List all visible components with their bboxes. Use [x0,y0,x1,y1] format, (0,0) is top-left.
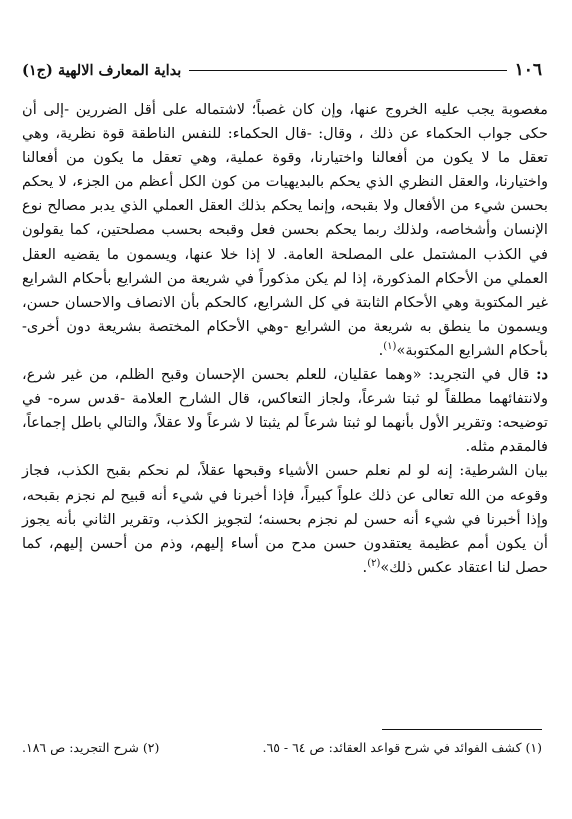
main-text [22,98,548,580]
page-header [22,58,542,82]
paragraph-2 [22,363,548,459]
paragraph-text: بيان الشرطية: إنه لو لم نعلم حسن الأشياء وقبحها عقلاً، لم نحكم بقبح الكذب، فجاز وقوعه من الله تعالى عن ذلك علواً كبيراً، فإذا أخبرنا في شيء أنه قبيح لم نجزم بقبحه، وإذا أخبرنا في شيء أنه حسن لم نجزم بحسنه؛ لتجويز الكذب، وتقرير الثاني بأنه يجوز أن يكون أمم عظيمة يعتقدون حسن مدح من أساء إليهم، وذم من أحسن إليهم، كما حصل لنا اعتقاد عكس ذلك» [22,462,548,576]
paragraph-text: مغصوبة يجب عليه الخروج عنها، وإن كان غصباً؛ لاشتماله على أقل الضررين -إلى أن حكى جواب الحكماء عن ذلك ، وقال: -قال الحكماء: للنفس الناطقة قوة نظرية، وهي تعقل ما لا يكون من أفعالنا واختيارنا، وقوة عملية، وهي تعقل ما يكون من أفعالنا واختيارنا، والعقل النظري الذي يحكم بالبديهيات من كون الكل أعظم من الجزء، لا يحكم بحسن شيء من الأفعال ولا بقبحه، وإنما يحكم بذلك العقل العملي الذي يدبر مصالح نوع الإنسان وأشخاصه، ولذلك ربما يحكم بحسن فعل وقبحه بحسب مصلحتين، كما يقولون في الكذب المشتمل على المصلحة العامة. لا إذا خلا عنها، ويسمون ما يقضيه العقل العملي من الأحكام المذكورة، إذا لم يكن مذكوراً في شريعة من الشرايع بأحكام الشرايع غير المكتوبة وهي الأحكام الثابتة في كل الشرايع، كالحكم بأن الانصاف والاحسان حسن، ويسمون ما ينطق به شريعة من الشرايع -وهي الأحكام المختصة بشريعة دون أخرى- بأحكام الشرايع المكتوبة» [22,101,548,359]
paragraph-3 [22,459,548,579]
paragraph-text: قال في التجريد: «وهما عقليان، للعلم بحسن الإحسان وقبح الظلم، من غير شرع، ولانتفائهما مطلقاً لو ثبتا شرعاً، ولجاز التعاكس، قال الشارح العلامة -قدس سره- في توضيحه: وتقرير الأول بأنهما لو ثبتا شرعاً لم يثبتا لا شرعاً ولا عقلاً، والتالي باطل إجماعاً، فالمقدم مثله. [22,366,548,456]
paragraph-end: . [378,341,384,359]
page-number: ١٠٦ [514,60,542,80]
footnotes [22,740,542,760]
paragraph-lead: د: [536,366,548,384]
paragraph-1 [22,98,548,363]
running-title: بداية المعارف الالهية (ج١) [22,61,182,79]
footnote-marker-1: (١) [383,341,397,353]
footnote-marker-2: (٢) [367,557,381,569]
footnote-separator [382,729,542,730]
footnote-2: (٢) شرح التجريد: ص ١٨٦. [22,740,160,755]
footnote-1: (١) كشف الفوائد في شرح قواعد العقائد: ص ٦٤ - ٦٥. [262,740,542,755]
paragraph-end: . [362,558,368,576]
header-rule [189,70,506,71]
